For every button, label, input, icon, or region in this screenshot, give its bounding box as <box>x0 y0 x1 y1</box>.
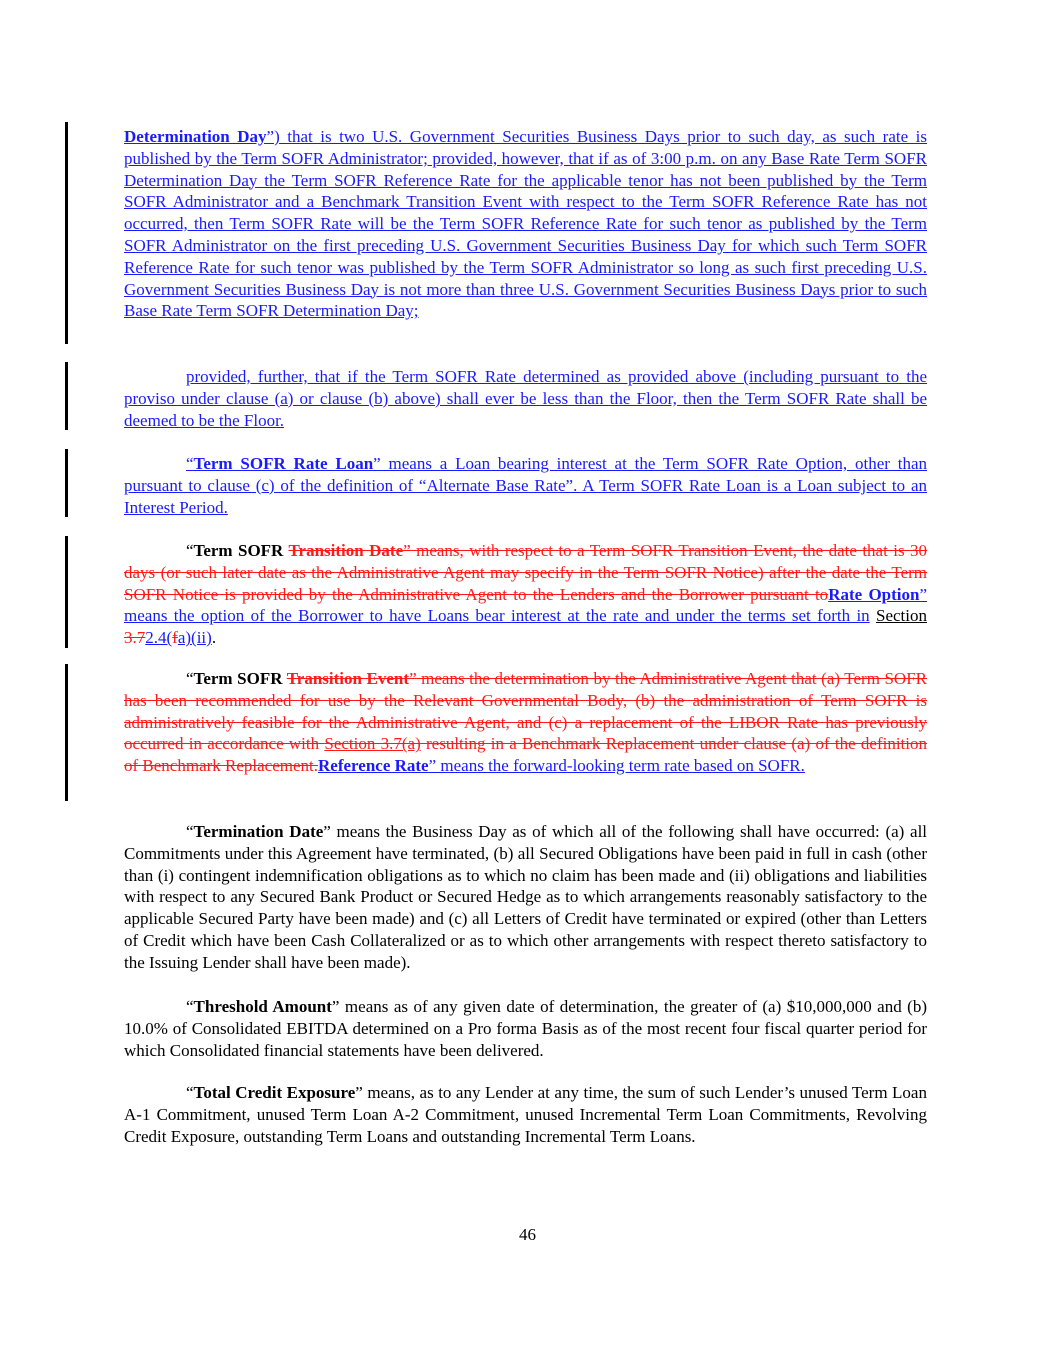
change-bar <box>65 664 68 801</box>
quote-mark: “ <box>186 1083 194 1102</box>
deleted-clause-letter: f <box>172 628 178 648</box>
deleted-section-number: 3.7 <box>124 628 146 648</box>
definition-text: ” means, as to any Lender at any time, the sum of such Lender’s unused Term Loan A-1 Commitment, unused Term Loan A-2 Commitment, unused Incremental Term Loan Commitments, Revolving Credit Exposure, outstanding Term Loans and outstanding Incremental Term Loans. <box>124 1083 927 1146</box>
inserted-text: ”) that is two U.S. Government Securities Business Days prior to such day, as such rate is published by the Term SOFR Administrator; provided, however, that if as of 3:00 p.m. on any Base Rate Term SOFR Determination Day the Term SOFR Reference Rate for the applicable tenor has not been published by the Term SOFR Administrator and a Benchmark Transition Event with respect to the Term SOFR Reference Rate has not occurred, then Term SOFR Rate will be the Term SOFR Reference Rate for such tenor as published by the Term SOFR Administrator on the first preceding U.S. Government Securities Business Day for which such Term SOFR Reference Rate for such tenor was published by the Term SOFR Administrator so long as such first preceding U.S. Government Securities Business Day is not more than three U.S. Government Securities Business Days prior to such Base Rate Term SOFR Determination Day; <box>124 127 927 321</box>
paragraph-term-sofr-rate-continuation <box>124 126 927 322</box>
inserted-text: ” means the forward-looking term rate based on SOFR. <box>428 756 805 776</box>
section-reference: Section <box>876 606 928 626</box>
quote-mark: “ <box>186 541 194 560</box>
deleted-section-reference: Section 3.7(a) <box>324 734 421 754</box>
definition-text: ” means as of any given date of determination, the greater of (a) $10,000,000 and (b) 10.0% of Consolidated EBITDA determined on a Pro forma Basis as of the most recent four fiscal quarter period for which Consolidated financial statements have been delivered. <box>124 997 927 1060</box>
definition-total-credit-exposure <box>124 1082 927 1147</box>
quote-mark: “ <box>186 454 194 473</box>
definition-term-sofr-rate-option: “Term SOFR Transition Date” means, with respect to a Term SOFR Transition Event, the date that is 30 days (or such later date as the Administrative Agent may specify in the Term SOFR Notice) after the date the Term SOFR Notice is provided by the Administrative Agent to the Lenders and the Borrower pursuant toRate Option” means the option of the Borrower to have Loans bear interest at the rate and under the terms set forth in Section 3.72.4(fa)(ii). <box>124 541 928 648</box>
defined-term: Term SOFR Rate Loan <box>193 454 374 473</box>
defined-term: Term SOFR <box>193 541 289 560</box>
page-number: 46 <box>519 1225 536 1244</box>
defined-term: Threshold Amount <box>193 997 332 1016</box>
definition-threshold-amount <box>124 996 927 1061</box>
deleted-term: Transition Date <box>288 541 404 560</box>
definition-termination-date <box>124 821 927 974</box>
inserted-term: Rate Option <box>828 584 920 604</box>
quote-mark: “ <box>186 669 194 688</box>
paragraph-proviso <box>124 366 927 431</box>
change-bar <box>65 362 68 430</box>
deleted-term: Transition Event <box>286 669 410 688</box>
inserted-text: ” means the option of the Borrower to have Loans bear interest at the rate and under the terms set forth in <box>124 584 928 626</box>
change-bar <box>65 536 68 648</box>
inserted-text: provided, further, that if the Term SOFR Rate determined as provided above (including pursuant to the proviso under clause (a) or clause (b) above) shall ever be less than the Floor, then the Term SOFR Rate shall be deemed to be the Floor. <box>124 367 927 430</box>
inserted-clause: a)(ii) <box>177 628 212 648</box>
quote-mark: “ <box>186 997 194 1016</box>
change-bar <box>65 122 68 344</box>
definition-text: ” means the Business Day as of which all of the following shall have occurred: (a) all Commitments under this Agreement have terminated, (b) all Secured Obligations have been paid in full in cash (other than (i) contingent indemnification obligations as to which no claim has been made and (ii) obligations and liabilities with respect to any Secured Bank Product or Secured Hedge as to which arrangements reasonably satisfactory to the applicable Secured Party have been made) and (c) all Letters of Credit have terminated or expired (other than Letters of Credit which have been Cash Collateralized or as to which other arrangements with respect thereto satisfactory to the Issuing Lender shall have been made). <box>124 822 928 972</box>
definition-term-sofr-reference-rate <box>124 668 927 777</box>
change-bar <box>65 449 68 517</box>
inserted-term: Determination Day <box>124 127 267 146</box>
deleted-text: ” means, with respect to a Term SOFR Transition Event, the date that is 30 days (or such later date as the Administrative Agent may specify in the Term SOFR Notice) after the date the Term SOFR Notice is provided by the Administrative Agent to the Lenders and the Borrower pursuant to <box>124 541 927 604</box>
quote-mark: “ <box>186 822 194 841</box>
defined-term: Termination Date <box>193 822 324 841</box>
inserted-section-number: 2.4 <box>145 628 167 648</box>
definition-term-sofr-rate-loan <box>124 453 927 518</box>
deleted-text: resulting in a Benchmark Replacement under clause (a) of the definition of Benchmark Replacement. <box>124 734 928 776</box>
inserted-term: Reference Rate <box>318 756 429 776</box>
deleted-text: ” means the determination by the Administrative Agent that (a) Term SOFR has been recommended for use by the Relevant Governmental Body, (b) the administration of Term SOFR is administratively feasible for the Administrative Agent, and (c) a replacement of the LIBOR Rate has previously occurred in accordance with <box>124 669 927 754</box>
defined-term: Term SOFR <box>193 669 287 688</box>
defined-term: Total Credit Exposure <box>193 1083 356 1102</box>
definition-text: ” means a Loan bearing interest at the Term SOFR Rate Option, other than pursuant to clause (c) of the definition of “Alternate Base Rate”. A Term SOFR Rate Loan is a Loan subject to an Interest Period. <box>124 454 927 517</box>
